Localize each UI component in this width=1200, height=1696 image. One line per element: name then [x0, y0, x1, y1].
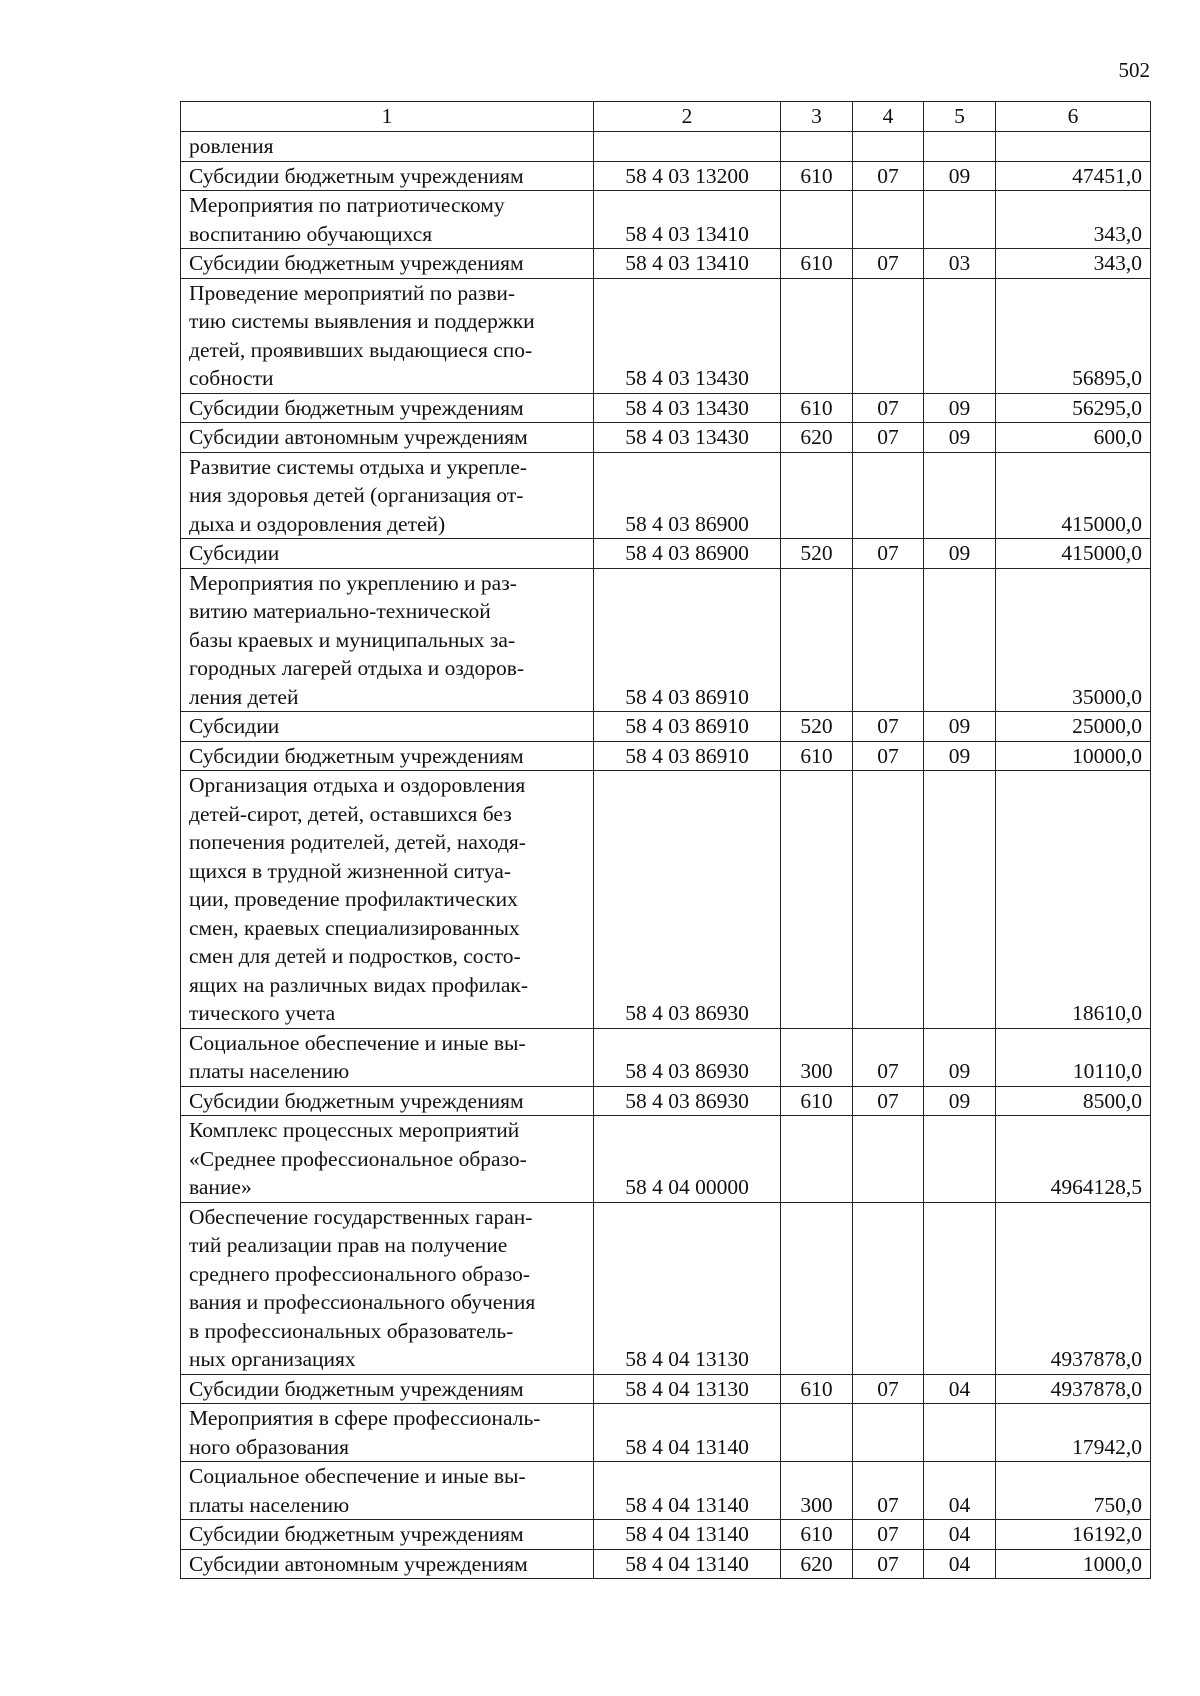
item-name-line: собности: [189, 366, 274, 390]
section-code-cell: [853, 1404, 924, 1462]
subsection-code-cell: [924, 191, 996, 249]
item-name-line: Субсидии автономным учреждениям: [189, 1551, 528, 1576]
table-row: [181, 423, 1151, 453]
amount-cell: 25000,0: [996, 712, 1151, 742]
amount-cell: 4937878,0: [996, 1374, 1151, 1404]
item-name-cell: [181, 278, 594, 393]
item-name-line: Мероприятия по патриотическому: [189, 193, 505, 217]
section-code-cell: [853, 771, 924, 1029]
table-header: [181, 102, 1151, 132]
subsection-code-cell: [924, 1202, 996, 1374]
item-name-line: дыха и оздоровления детей): [189, 511, 446, 536]
subsection-code-cell: [924, 1116, 996, 1203]
item-name-cell: [181, 161, 594, 191]
amount-cell: 4964128,5: [996, 1116, 1151, 1203]
item-name-line: Субсидии автономным учреждениям: [189, 425, 528, 449]
section-code-cell: 07: [853, 1086, 924, 1116]
item-name-cell: [181, 132, 594, 162]
expense-type-code-cell: 610: [781, 1086, 853, 1116]
amount-cell: 47451,0: [996, 161, 1151, 191]
subsection-code-cell: 09: [924, 1086, 996, 1116]
expense-type-code-cell: 610: [781, 1520, 853, 1550]
expense-type-code-cell: [781, 771, 853, 1029]
expense-type-code-cell: 520: [781, 712, 853, 742]
item-name-line: среднего профессионального образо-: [189, 1261, 530, 1286]
amount-cell: 600,0: [996, 423, 1151, 453]
item-name-line: Субсидии бюджетным учреждениям: [189, 251, 524, 275]
target-article-code-cell: 58 4 04 13130: [594, 1374, 781, 1404]
table-row: [181, 568, 1151, 712]
item-name-line: детей-сирот, детей, оставшихся без: [189, 801, 512, 826]
item-name-cell: [181, 1520, 594, 1550]
item-name-line: Субсидии бюджетным учреждениям: [189, 395, 524, 420]
header-col-2: 2: [594, 102, 781, 132]
amount-cell: 10110,0: [996, 1028, 1151, 1086]
table-row: [181, 249, 1151, 279]
target-article-code-cell: 58 4 03 13200: [594, 161, 781, 191]
section-code-cell: 07: [853, 712, 924, 742]
subsection-code-cell: 09: [924, 712, 996, 742]
section-code-cell: 07: [853, 1028, 924, 1086]
target-article-code-cell: 58 4 04 13140: [594, 1520, 781, 1550]
expense-type-code-cell: [781, 1116, 853, 1203]
section-code-cell: 07: [853, 1462, 924, 1520]
item-name-cell: [181, 1028, 594, 1086]
item-name-cell: [181, 568, 594, 712]
item-name-line: базы краевых и муниципальных за-: [189, 627, 516, 652]
item-name-line: Развитие системы отдыха и укрепле-: [189, 454, 528, 479]
item-name-line: Организация отдыха и оздоровления: [189, 773, 526, 797]
amount-cell: 343,0: [996, 191, 1151, 249]
table-row: [181, 1116, 1151, 1203]
item-name-cell: [181, 423, 594, 453]
item-name-cell: [181, 1202, 594, 1374]
section-code-cell: [853, 278, 924, 393]
item-name-cell: [181, 1462, 594, 1520]
expense-type-code-cell: [781, 1202, 853, 1374]
item-name-line: Проведение мероприятий по разви-: [189, 280, 516, 305]
page-number: 502: [1118, 58, 1150, 82]
target-article-code-cell: [594, 132, 781, 162]
item-name-line: в профессиональных образователь-: [189, 1318, 514, 1343]
item-name-line: Мероприятия по укреплению и раз-: [189, 570, 517, 595]
target-article-code-cell: 58 4 04 13140: [594, 1549, 781, 1579]
header-col-4: 4: [853, 102, 924, 132]
table-row: [181, 1462, 1151, 1520]
item-name-cell: [181, 1549, 594, 1579]
subsection-code-cell: 09: [924, 393, 996, 423]
item-name-line: Субсидии бюджетным учреждениям: [189, 1522, 524, 1546]
target-article-code-cell: 58 4 03 86930: [594, 1028, 781, 1086]
item-name-line: детей, проявивших выдающиеся спо-: [189, 337, 533, 362]
subsection-code-cell: 09: [924, 161, 996, 191]
table-row: [181, 1202, 1151, 1374]
section-code-cell: 07: [853, 1549, 924, 1579]
table-row: [181, 1028, 1151, 1086]
item-name-line: тического учета: [189, 1001, 336, 1025]
subsection-code-cell: 04: [924, 1549, 996, 1579]
expense-type-code-cell: [781, 191, 853, 249]
amount-cell: 35000,0: [996, 568, 1151, 712]
item-name-cell: [181, 452, 594, 539]
item-name-line: платы населению: [189, 1059, 350, 1083]
item-name-line: Субсидии бюджетным учреждениям: [189, 1088, 524, 1113]
table-row: [181, 1404, 1151, 1462]
item-name-cell: [181, 1374, 594, 1404]
amount-cell: 17942,0: [996, 1404, 1151, 1462]
item-name-line: Субсидии: [189, 541, 280, 565]
item-name-line: «Среднее профессиональное образо-: [189, 1146, 527, 1171]
item-name-cell: [181, 1404, 594, 1462]
item-name-line: вание»: [189, 1175, 252, 1199]
section-code-cell: 07: [853, 539, 924, 569]
item-name-line: Субсидии бюджетным учреждениям: [189, 1376, 524, 1401]
section-code-cell: [853, 191, 924, 249]
table-row: [181, 1520, 1151, 1550]
target-article-code-cell: 58 4 03 13430: [594, 423, 781, 453]
header-row: [181, 102, 1151, 132]
amount-cell: 750,0: [996, 1462, 1151, 1520]
item-name-line: смен, краевых специализированных: [189, 915, 520, 940]
section-code-cell: 07: [853, 1520, 924, 1550]
target-article-code-cell: 58 4 03 86900: [594, 539, 781, 569]
amount-cell: 1000,0: [996, 1549, 1151, 1579]
subsection-code-cell: [924, 452, 996, 539]
expense-type-code-cell: [781, 132, 853, 162]
subsection-code-cell: 04: [924, 1374, 996, 1404]
item-name-cell: [181, 1086, 594, 1116]
item-name-line: Социальное обеспечение и иные вы-: [189, 1030, 526, 1055]
target-article-code-cell: 58 4 04 00000: [594, 1116, 781, 1203]
section-code-cell: 07: [853, 741, 924, 771]
item-name-line: Социальное обеспечение и иные вы-: [189, 1464, 526, 1488]
table-body: [181, 132, 1151, 1579]
item-name-line: Субсидии бюджетным учреждениям: [189, 743, 524, 768]
subsection-code-cell: [924, 771, 996, 1029]
subsection-code-cell: [924, 1404, 996, 1462]
item-name-line: платы населению: [189, 1492, 350, 1517]
item-name-line: Субсидии бюджетным учреждениям: [189, 163, 524, 188]
item-name-cell: [181, 1116, 594, 1203]
item-name-line: ния здоровья детей (организация от-: [189, 483, 524, 507]
target-article-code-cell: 58 4 03 86910: [594, 568, 781, 712]
target-article-code-cell: 58 4 04 13130: [594, 1202, 781, 1374]
table-row: [181, 1086, 1151, 1116]
expense-type-code-cell: [781, 568, 853, 712]
section-code-cell: [853, 132, 924, 162]
table-row: [181, 771, 1151, 1029]
amount-cell: 16192,0: [996, 1520, 1151, 1550]
subsection-code-cell: [924, 132, 996, 162]
target-article-code-cell: 58 4 03 86910: [594, 712, 781, 742]
item-name-cell: [181, 393, 594, 423]
target-article-code-cell: 58 4 04 13140: [594, 1462, 781, 1520]
expense-type-code-cell: 620: [781, 1549, 853, 1579]
header-col-3: 3: [781, 102, 853, 132]
item-name-line: вания и профессионального обучения: [189, 1290, 536, 1314]
header-col-6: 6: [996, 102, 1151, 132]
item-name-line: Субсидии: [189, 714, 280, 738]
item-name-cell: [181, 249, 594, 279]
item-name-line: Мероприятия в сфере профессиональ-: [189, 1406, 541, 1430]
item-name-line: воспитанию обучающихся: [189, 221, 433, 246]
amount-cell: 343,0: [996, 249, 1151, 279]
budget-table: [180, 101, 1151, 1579]
item-name-cell: [181, 771, 594, 1029]
expense-type-code-cell: 520: [781, 539, 853, 569]
item-name-line: витию материально-технической: [189, 599, 491, 623]
expense-type-code-cell: 620: [781, 423, 853, 453]
subsection-code-cell: 04: [924, 1462, 996, 1520]
item-name-line: ции, проведение профилактических: [189, 887, 518, 911]
subsection-code-cell: 04: [924, 1520, 996, 1550]
target-article-code-cell: 58 4 03 86900: [594, 452, 781, 539]
header-col-5: 5: [924, 102, 996, 132]
item-name-line: ного образования: [189, 1434, 350, 1459]
item-name-line: тий реализации прав на получение: [189, 1233, 508, 1257]
table-row: [181, 539, 1151, 569]
target-article-code-cell: 58 4 03 13430: [594, 393, 781, 423]
table-row: [181, 1549, 1151, 1579]
section-code-cell: [853, 1202, 924, 1374]
target-article-code-cell: 58 4 03 86930: [594, 1086, 781, 1116]
item-name-line: ровления: [189, 134, 274, 158]
table-row: [181, 452, 1151, 539]
section-code-cell: 07: [853, 161, 924, 191]
table-row: [181, 1374, 1151, 1404]
item-name-line: попечения родителей, детей, находя-: [189, 830, 526, 854]
amount-cell: 10000,0: [996, 741, 1151, 771]
target-article-code-cell: 58 4 03 13410: [594, 191, 781, 249]
expense-type-code-cell: [781, 452, 853, 539]
item-name-line: щихся в трудной жизненной ситуа-: [189, 858, 511, 883]
item-name-line: ления детей: [189, 684, 299, 709]
subsection-code-cell: [924, 278, 996, 393]
amount-cell: 4937878,0: [996, 1202, 1151, 1374]
table-row: [181, 393, 1151, 423]
expense-type-code-cell: [781, 278, 853, 393]
subsection-code-cell: [924, 568, 996, 712]
item-name-cell: [181, 712, 594, 742]
target-article-code-cell: 58 4 04 13140: [594, 1404, 781, 1462]
table-row: [181, 191, 1151, 249]
table-row: [181, 132, 1151, 162]
amount-cell: 56895,0: [996, 278, 1151, 393]
table-row: [181, 712, 1151, 742]
target-article-code-cell: 58 4 03 13410: [594, 249, 781, 279]
item-name-line: городных лагерей отдыха и оздоров-: [189, 656, 525, 680]
amount-cell: 8500,0: [996, 1086, 1151, 1116]
amount-cell: 56295,0: [996, 393, 1151, 423]
expense-type-code-cell: 610: [781, 393, 853, 423]
table-row: [181, 741, 1151, 771]
section-code-cell: [853, 568, 924, 712]
amount-cell: 415000,0: [996, 539, 1151, 569]
expense-type-code-cell: 610: [781, 1374, 853, 1404]
section-code-cell: 07: [853, 423, 924, 453]
item-name-cell: [181, 539, 594, 569]
item-name-line: ящих на различных видах профилак-: [189, 972, 528, 997]
subsection-code-cell: 09: [924, 423, 996, 453]
subsection-code-cell: 09: [924, 539, 996, 569]
subsection-code-cell: 09: [924, 1028, 996, 1086]
item-name-line: ных организациях: [189, 1347, 356, 1371]
section-code-cell: [853, 1116, 924, 1203]
amount-cell: 415000,0: [996, 452, 1151, 539]
subsection-code-cell: 03: [924, 249, 996, 279]
table-row: [181, 161, 1151, 191]
expense-type-code-cell: [781, 1404, 853, 1462]
amount-cell: 18610,0: [996, 771, 1151, 1029]
target-article-code-cell: 58 4 03 86910: [594, 741, 781, 771]
section-code-cell: 07: [853, 393, 924, 423]
target-article-code-cell: 58 4 03 86930: [594, 771, 781, 1029]
section-code-cell: 07: [853, 1374, 924, 1404]
subsection-code-cell: 09: [924, 741, 996, 771]
header-col-1: 1: [181, 102, 594, 132]
item-name-line: смен для детей и подростков, состо-: [189, 944, 521, 968]
amount-cell: [996, 132, 1151, 162]
target-article-code-cell: 58 4 03 13430: [594, 278, 781, 393]
section-code-cell: 07: [853, 249, 924, 279]
expense-type-code-cell: 610: [781, 741, 853, 771]
section-code-cell: [853, 452, 924, 539]
expense-type-code-cell: 610: [781, 249, 853, 279]
expense-type-code-cell: 300: [781, 1462, 853, 1520]
item-name-line: Комплекс процессных мероприятий: [189, 1118, 520, 1142]
item-name-line: тию системы выявления и поддержки: [189, 309, 535, 333]
expense-type-code-cell: 610: [781, 161, 853, 191]
item-name-cell: [181, 191, 594, 249]
item-name-cell: [181, 741, 594, 771]
item-name-line: Обеспечение государственных гаран-: [189, 1204, 533, 1229]
table-row: [181, 278, 1151, 393]
expense-type-code-cell: 300: [781, 1028, 853, 1086]
